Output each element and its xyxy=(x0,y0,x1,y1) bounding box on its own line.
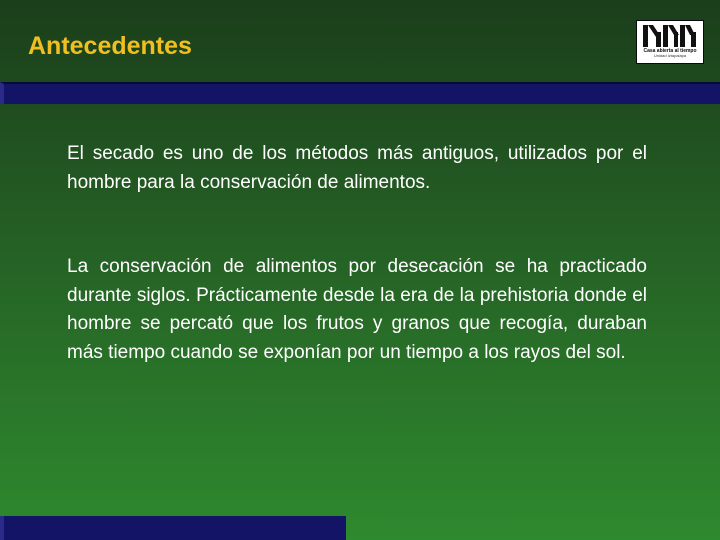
footer-bar xyxy=(0,516,346,540)
slide-body xyxy=(67,140,647,367)
slide-title: Antecedentes xyxy=(28,32,192,60)
paragraph-1: El secado es uno de los métodos más antiguos, utilizados por el hombre para la conservación de alimentos. xyxy=(67,143,647,193)
paragraph-2: La conservación de alimentos por desecación se ha practicado durante siglos. Prácticamente desde la era de la prehistoria donde el hombre se percató que los frutos y granos que recogía, duraban más tiempo cuando se exponían por un tiempo a los rayos del sol. xyxy=(67,256,647,363)
uam-logo xyxy=(636,20,704,64)
logo-subcaption: Unidad Iztapalapa xyxy=(653,53,687,58)
logo-caption: Casa abierta al tiempo xyxy=(643,48,697,54)
header-divider-bar xyxy=(0,82,720,104)
uam-logo-icon xyxy=(642,23,698,49)
